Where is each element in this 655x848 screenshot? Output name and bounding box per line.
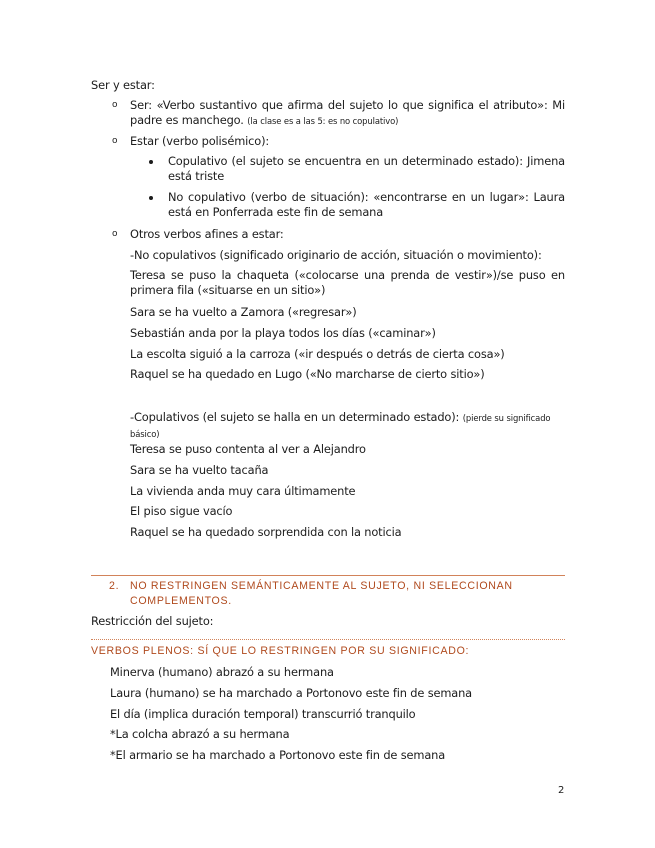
copulativos-heading [130,410,570,442]
copulativos-note: (pierde su significado básico) [130,413,551,439]
bullet-dot [149,160,153,164]
list-item-ser [130,98,565,129]
verbos-plenos-heading: VERBOS PLENOS: SÍ QUE LO RESTRINGEN POR SU SIGNIFICADO: [91,645,470,657]
example-line: Sara se ha vuelto tacaña [130,463,269,477]
heading-ser-estar: Ser y estar: [91,78,155,92]
example-line: La vivienda anda muy cara últimamente [130,484,356,498]
restriccion-heading: Restricción del sujeto: [91,614,214,628]
example-line: *La colcha abrazó a su hermana [110,727,290,741]
example-line: Raquel se ha quedado sorprendida con la noticia [130,525,402,539]
example-line: La escolta siguió a la carroza («ir después o detrás de cierta cosa») [130,347,505,361]
example-line: Teresa se puso contenta al ver a Alejandro [130,442,366,456]
list-item-estar: Estar (verbo polisémico): [130,134,270,148]
example-line: Sebastián anda por la playa todos los días («caminar») [130,326,436,340]
section-divider [91,575,565,576]
example-line: Minerva (humano) abrazó a su hermana [110,665,334,679]
list-item-no-copulativo: No copulativo (verbo de situación): «encontrarse en un lugar»: Laura está en Ponferrada este fin de semana [168,190,565,219]
bullet-circle: o [112,100,118,110]
example-line: Raquel se ha quedado en Lugo («No marcharse de cierto sitio») [130,367,485,381]
list-item-otros-verbos: Otros verbos afines a estar: [130,227,284,241]
ser-note: (la clase es a las 5: es no copulativo) [247,116,399,126]
list-item-copulativo: Copulativo (el sujeto se encuentra en un determinado estado): Jimena está triste [168,154,565,183]
example-line: Teresa se puso la chaqueta («colocarse una prenda de vestir»)/se puso en primera fila («situarse en un sitio») [130,268,565,297]
section2-number: 2. [109,580,120,592]
dotted-divider [91,639,565,640]
bullet-dot [149,196,153,200]
bullet-circle: o [112,136,118,146]
copulativos-heading-text: -Copulativos (el sujeto se halla en un determinado estado): [130,410,460,424]
example-line: Laura (humano) se ha marchado a Portonovo este fin de semana [110,686,473,700]
section2-title: NO RESTRINGEN SEMÁNTICAMENTE AL SUJETO, NI SELECCIONAN COMPLEMENTOS. [130,580,513,607]
no-copulativos-heading: -No copulativos (significado originario de acción, situación o movimiento): [130,248,542,262]
example-line: Sara se ha vuelto a Zamora («regresar») [130,305,357,319]
example-line: El piso sigue vacío [130,504,233,518]
bullet-circle: o [112,229,118,239]
example-line: *El armario se ha marchado a Portonovo este fin de semana [110,748,446,762]
page-number: 2 [558,785,565,796]
example-line: El día (implica duración temporal) transcurrió tranquilo [110,707,416,721]
ser-text: Ser: «Verbo sustantivo que afirma del sujeto lo que significa el atributo»: Mi padre es manchego. [130,98,565,127]
